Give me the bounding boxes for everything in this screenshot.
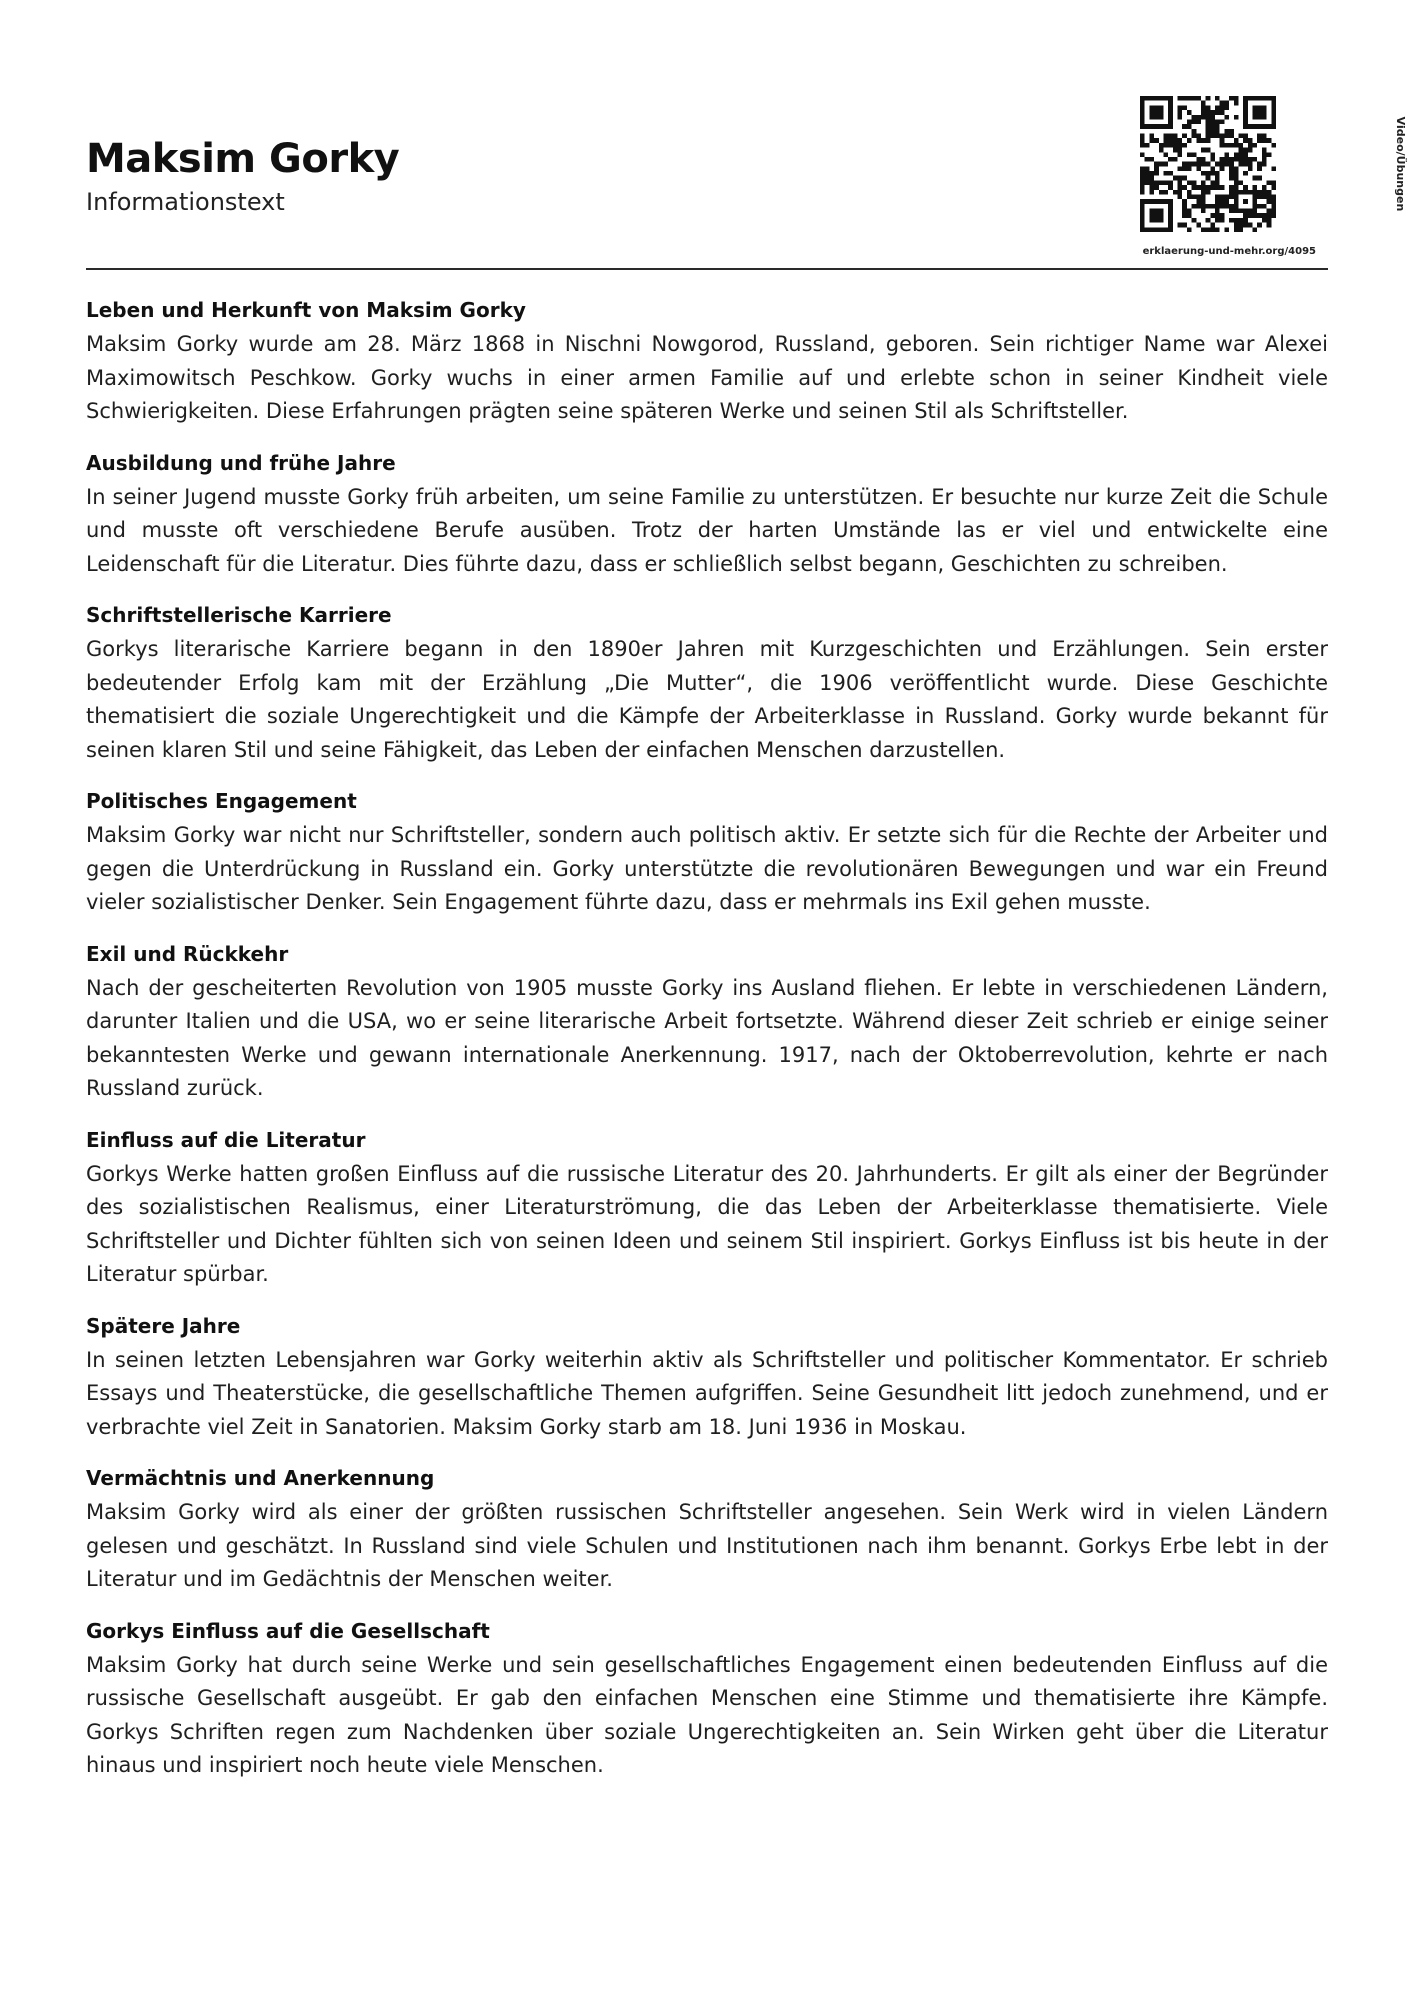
section-heading: Spätere Jahre bbox=[86, 1313, 241, 1338]
section-heading: Politisches Engagement bbox=[86, 789, 357, 813]
qr-code-icon[interactable] bbox=[1140, 96, 1276, 232]
section-exile bbox=[86, 938, 1328, 1106]
section-heading: Gorkys Einfluss auf die Gesellschaft bbox=[86, 1618, 490, 1643]
section-heading: Leben und Herkunft von Maksim Gorky bbox=[86, 298, 526, 322]
section-paragraph: Maksim Gorky war nicht nur Schriftsteller, sondern auch politisch aktiv. Er setzte sich für die Rechte der Arbeiter und gegen die Unterdrückung in Russland ein. Gorky unterstützte die revolutionären Bewegungen und war ein Freund vieler sozialistischer Denker. Sein Engagement führte dazu, dass er mehrmals ins Exil gehen musste. bbox=[86, 823, 1328, 914]
website-url-link[interactable]: erklaerung-und-mehr.org/4095 bbox=[1142, 246, 1316, 257]
page-header bbox=[86, 96, 1407, 268]
document-body bbox=[86, 294, 1328, 1801]
section-society-influence bbox=[86, 1615, 1328, 1783]
section-heading: Exil und Rückkehr bbox=[86, 941, 289, 966]
section-paragraph: Nach der gescheiterten Revolution von 1905 musste Gorky ins Ausland fliehen. Er lebte in verschiedenen Ländern, darunter Italien und die USA, wo er seine literarische Arbeit fortsetzte. Während dieser Zeit schrieb er einige seiner bekanntesten Werke und gewann internationale Anerkennung. 1917, nach der Oktoberrevolution, kehrte er nach Russland zurück. bbox=[86, 975, 1328, 1100]
section-paragraph: Maksim Gorky wurde am 28. März 1868 in Nischni Nowgorod, Russland, geboren. Sein richtiger Name war Alexei Maximowitsch Peschkow. Gorky wuchs in einer armen Familie auf und erlebte schon in seiner Kindheit viele Schwierigkeiten. Diese Erfahrungen prägten seine späteren Werke und seinen Stil als Schriftsteller. bbox=[86, 332, 1328, 423]
page-title: Maksim Gorky bbox=[86, 136, 400, 182]
section-heading: Einfluss auf die Literatur bbox=[86, 1127, 366, 1152]
video-exercises-label: Video/Übungen bbox=[1394, 116, 1407, 212]
section-politics bbox=[86, 785, 1328, 920]
section-life-origin bbox=[86, 294, 1328, 429]
section-education bbox=[86, 447, 1328, 582]
header-divider bbox=[86, 268, 1328, 270]
section-paragraph: Maksim Gorky wird als einer der größten russischen Schriftsteller angesehen. Sein Werk wird in vielen Ländern gelesen und geschätzt. In Russland sind viele Schulen und Institutionen nach ihm benannt. Gorkys Erbe lebt in der Literatur und im Gedächtnis der Menschen weiter. bbox=[86, 1500, 1328, 1591]
section-later-years bbox=[86, 1310, 1328, 1445]
section-heading: Ausbildung und frühe Jahre bbox=[86, 450, 396, 475]
section-paragraph: In seinen letzten Lebensjahren war Gorky weiterhin aktiv als Schriftsteller und politischer Kommentator. Er schrieb Essays und Theaterstücke, die gesellschaftliche Themen aufgriffen. Seine Gesundheit litt jedoch zunehmend, und er verbrachte viel Zeit in Sanatorien. Maksim Gorky starb am 18. Juni 1936 in Moskau. bbox=[86, 1347, 1328, 1439]
section-legacy bbox=[86, 1462, 1328, 1597]
section-career bbox=[86, 599, 1328, 767]
section-paragraph: Maksim Gorky hat durch seine Werke und sein gesellschaftliches Engagement einen bedeutenden Einfluss auf die russische Gesellschaft ausgeübt. Er gab den einfachen Menschen eine Stimme und thematisierte ihre Kämpfe. Gorkys Schriften regen zum Nachdenken über soziale Ungerechtigkeiten an. Sein Wirken geht über die Literatur hinaus und inspiriert noch heute viele Menschen. bbox=[86, 1652, 1328, 1777]
section-paragraph: In seiner Jugend musste Gorky früh arbeiten, um seine Familie zu unterstützen. Er besuchte nur kurze Zeit die Schule und musste oft verschiedene Berufe ausüben. Trotz der harten Umstände las er viel und entwickelte eine Leidenschaft für die Literatur. Dies führte dazu, dass er schließlich selbst begann, Geschichten zu schreiben. bbox=[86, 484, 1328, 576]
section-heading: Schriftstellerische Karriere bbox=[86, 603, 392, 627]
section-paragraph: Gorkys literarische Karriere begann in den 1890er Jahren mit Kurzgeschichten und Erzählungen. Sein erster bedeutender Erfolg kam mit der Erzählung „Die Mutter“, die 1906 veröffentlicht wurde. Diese Geschichte thematisiert die soziale Ungerechtigkeit und die Kämpfe der Arbeiterklasse in Russland. Gorky wurde bekannt für seinen klaren Stil und seine Fähigkeit, das Leben der einfachen Menschen darzustellen. bbox=[86, 637, 1328, 762]
section-paragraph: Gorkys Werke hatten großen Einfluss auf die russische Literatur des 20. Jahrhunderts. Er gilt als einer der Begründer des sozialistischen Realismus, einer Literaturströmung, die das Leben der Arbeiterklasse thematisierte. Viele Schriftsteller und Dichter fühlten sich von seinen Ideen und seinem Stil inspiriert. Gorkys Einfluss ist bis heute in der Literatur spürbar. bbox=[86, 1161, 1328, 1286]
page-subtitle: Informationstext bbox=[86, 188, 285, 216]
section-literary-influence bbox=[86, 1124, 1328, 1292]
section-heading: Vermächtnis und Anerkennung bbox=[86, 1466, 435, 1490]
